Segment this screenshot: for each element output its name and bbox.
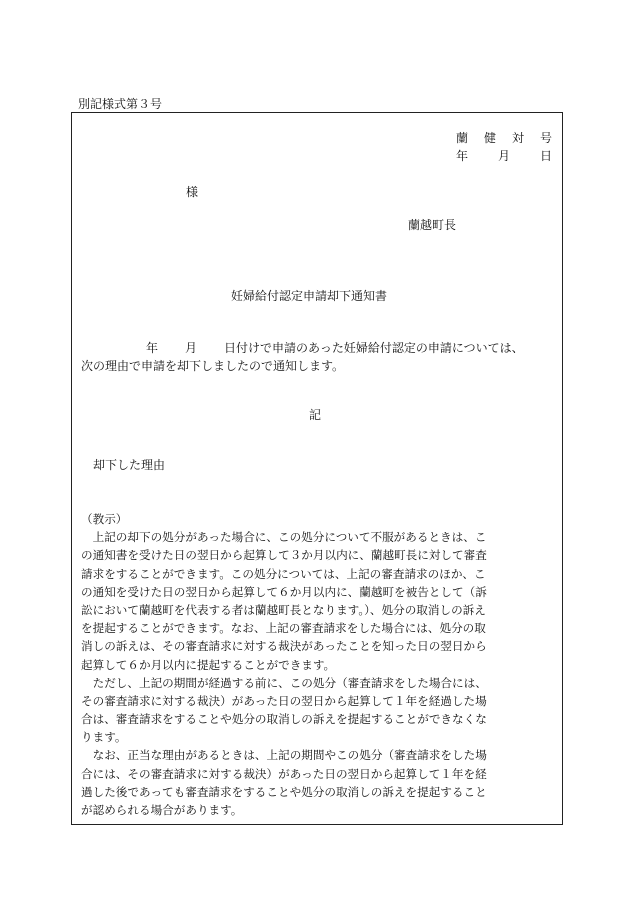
- notice-line: 訟において蘭越町を代表する者は蘭越町長となります。）、処分の取消しの訴え: [81, 602, 486, 617]
- notice-line: 起算して６か月以内に提起することができます。: [81, 657, 336, 672]
- date-year-label: 年: [456, 149, 469, 163]
- notice-line: が認められる場合があります。: [81, 803, 243, 817]
- doc-number-char: 蘭: [456, 131, 469, 145]
- notice-line: なお、正当な理由があるときは、上記の期間やこの処分（審査請求をした場: [81, 748, 487, 763]
- doc-number-char: 対: [511, 131, 524, 145]
- instruction-notice: [81, 510, 557, 819]
- notice-line: その審査請求に対する裁決）があった日の翌日から起算して１年を経過した場: [81, 693, 487, 708]
- doc-number-char: 号: [539, 131, 552, 145]
- notice-line: ります。: [81, 730, 127, 745]
- document-title: 妊婦給付認定申請却下通知書: [231, 289, 388, 303]
- doc-number-char: 健: [483, 131, 496, 145]
- lead-line-2: 次の理由で申請を却下しましたので通知します。: [81, 359, 345, 373]
- notice-line: 合には、その審査請求に対する裁決）があった日の翌日から起算して１年を経: [81, 766, 487, 781]
- lead-month-label: 月: [185, 341, 198, 355]
- notice-line: の通知書を受けた日の翌日から起算して３か月以内に、蘭越町長に対して審査: [81, 548, 487, 563]
- lead-line-1-text: 日付けで申請のあった妊婦給付認定の申請については、: [224, 341, 524, 355]
- document-number-row: [456, 129, 552, 147]
- form-number: 別記様式第３号: [78, 97, 163, 111]
- notice-line: 請求をすることができます。この処分については、上記の審査請求のほか、こ: [81, 566, 486, 581]
- notice-line: 過した後であっても審査請求をすることや処分の取消しの訴えを提起すること: [81, 784, 487, 799]
- notice-line: を提起することができます。なお、上記の審査請求をした場合には、処分の取: [81, 621, 486, 636]
- notice-line: 上記の却下の処分があった場合に、この処分について不服があるときは、こ: [81, 530, 487, 545]
- ki-heading: 記: [309, 408, 322, 422]
- addressee-suffix: 様: [186, 185, 199, 199]
- notice-line: 合は、審査請求をすることや処分の取消しの訴えを提起することができなくな: [81, 712, 487, 727]
- lead-paragraph: [81, 339, 557, 375]
- notice-line: 消しの訴えは、その審査請求に対する裁決があったことを知った日の翌日から: [81, 639, 487, 654]
- notice-line: ただし、上記の期間が経過する前に、この処分（審査請求をした場合には、: [81, 675, 487, 690]
- notice-line: の通知を受けた日の翌日から起算して６か月以内に、蘭越町を被告として（訴: [81, 584, 487, 599]
- notice-heading: （教示）: [81, 512, 128, 526]
- date-day-label: 日: [539, 149, 552, 163]
- lead-year-label: 年: [146, 341, 159, 355]
- document-date-row: [456, 147, 552, 165]
- rejection-reason-label: 却下した理由: [93, 458, 166, 472]
- document-number-block: [456, 129, 552, 165]
- issuer-name: 蘭越町長: [408, 218, 457, 232]
- date-month-label: 月: [497, 149, 510, 163]
- lead-line-1: [81, 339, 557, 357]
